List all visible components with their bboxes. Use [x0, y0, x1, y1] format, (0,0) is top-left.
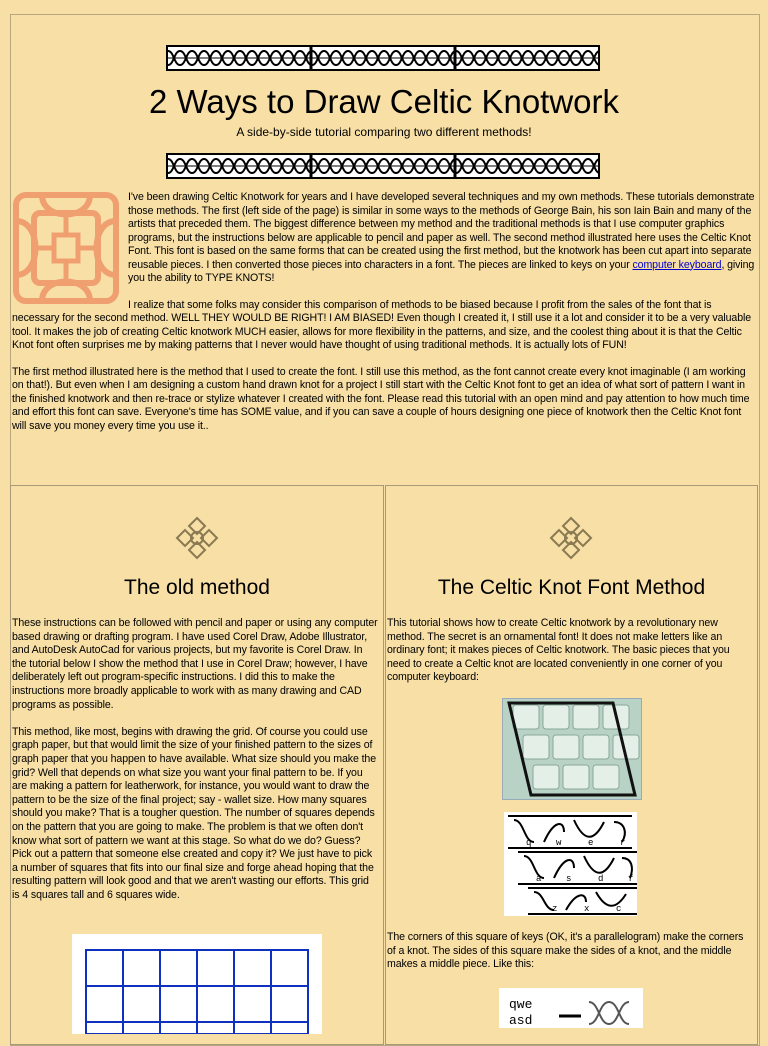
intro-paragraph-1: I've been drawing Celtic Knotwork for years and I have developed several techniques and my own methods. These tutorials demonstrate those methods. The first (left side of the page) is similar in some ways to the methods of George Bain, his son Iain Bain and many of the artists that preceded them. The biggest difference between my method and the traditional methods is that I use computer graphics programs, but the instructions below are applicable to pencil and paper as well. The second method illustrated here uses the Celtic Knot Font. This font is based on the same forms that can be created using the first method, but the knotwork has been cut apart into separate reusable pieces. I then converted those pieces into characters in a font. The pieces are linked to keys on your — [128, 191, 755, 271]
old-method-heading: The old method — [124, 576, 270, 599]
intro-paragraph-1-end: , giving you the ability to TYPE KNOTS! — [128, 258, 755, 284]
key-e-label: e — [588, 838, 594, 848]
font-method-text-1 — [387, 617, 752, 699]
key-c-label: c — [616, 904, 622, 914]
key-x-label: x — [584, 904, 590, 914]
key-w-label: w — [556, 838, 562, 848]
qwe-line: qwe — [509, 997, 533, 1012]
key-a-label: a — [536, 874, 542, 884]
intro-paragraph-3: The first method illustrated here is the method that I used to create the font. I still use this method, as the font cannot create every knot imaginable (I am working on that!). But even when I am designing a custom hand drawn knot for a project I still start with the Celtic Knot font to get an idea of what sort of pattern I want in the finished knotwork and then re-trace or stylize whatever I created with the font. Please read this tutorial with an open mind and pay attention to how much time and effort this font can save. Everyone's time has SOME value, and if you can save a couple of hours designing one piece of knotwork then the Celtic Knot font will save you money every time you use it.. — [12, 365, 750, 432]
old-method-paragraph-2: This method, like most, begins with drawing the grid. Of course you could use graph paper, but that would limit the size of your finished pattern to the sizes of graph paper that you happen to have available. What size should you make the grid? Well that depends on what size you want your final pattern to be. If you are making a pattern for leatherwork, for instance, you would want to draw the pattern to be the size of the final project; say - wallet size. How many squares should you make? That is a tougher question. The number of squares depends on the pattern that you are going to make. The problem is that we often don't know what sort of pattern we want at this stage. So what do we do? Guess? Pick out a pattern that someone else created and copy it? We just have to pick a number of squares that fits into our final size and forge ahead hoping that the resulting pattern will look good and that we aren't wasting our efforts. This grid is 4 squares tall and 6 squares wide. — [12, 725, 377, 901]
page-subtitle: A side-by-side tutorial comparing two different methods! — [236, 125, 532, 139]
font-method-text-2 — [387, 931, 752, 985]
celtic-square-knot-icon — [12, 191, 120, 305]
celtic-knot-ornament-icon — [175, 516, 219, 560]
key-r-label: r — [620, 838, 626, 848]
celtic-knot-ornament-icon — [549, 516, 593, 560]
key-q-label: q — [526, 838, 532, 848]
celtic-knot-band-icon — [166, 45, 600, 71]
qwe-knot-example — [499, 988, 643, 1028]
keyboard-knot-map-icon — [504, 812, 637, 916]
intro-section — [12, 191, 756, 446]
font-method-heading: The Celtic Knot Font Method — [437, 576, 706, 599]
font-method-paragraph-1: This tutorial shows how to create Celtic knotwork by a revolutionary new method. The secret is an ornamental font! It does not make letters like an ordinary font; it makes pieces of Celtic knotwork. The basic pieces that you need to create a Celtic knot are located conveniently in one corner of you computer keyboard: — [387, 617, 730, 684]
key-s-label: s — [566, 874, 572, 884]
celtic-knot-band-icon — [166, 153, 600, 179]
computer-keyboard-link[interactable]: computer keyboard — [632, 258, 722, 271]
key-d-label: d — [598, 874, 604, 884]
page-title: 2 Ways to Draw Celtic Knotwork — [148, 83, 620, 120]
keyboard-photo-icon — [502, 698, 642, 800]
font-method-paragraph-2: The corners of this square of keys (OK, it's a parallelogram) make the corners of a knot. The sides of this square make the sides of a knot, and the middle makes a middle piece. Like this: — [387, 931, 744, 971]
old-method-paragraph-1: These instructions can be followed with pencil and paper or using any computer based drawing or drafting program. I have used Corel Draw, Adobe Illustrator, and AutoDesk AutoCad for various projects, but my favorite is Corel Draw. In the tutorial below I show the method that I use in Corel Draw; however, I have deliberately left out program-specific instructions. I did this to make the instructions more broadly applicable to work with as many drawing and CAD programs as possible. — [12, 617, 378, 711]
grid-diagram-icon — [72, 934, 322, 1034]
key-f-label: f — [628, 874, 634, 884]
old-method-text — [12, 617, 378, 916]
key-z-label: z — [552, 904, 558, 914]
asd-line: asd — [509, 1013, 533, 1028]
intro-paragraph-2: I realize that some folks may consider this comparison of methods to be biased because I profit from the sales of the font that is necessary for the second method. WELL THEY WOULD BE RIGHT! I AM BIASED! Even though I created it, I still use it a lot and consider it to be a very valuable tool. It makes the job of creating Celtic knotwork MUCH easier, allows for more flexibility in the patterns, and size, and the coolest thing about it is that the Celtic Knot font often surprises me by making patterns that I never would have thought of using traditional methods. It is actually lots of FUN! — [12, 298, 752, 351]
